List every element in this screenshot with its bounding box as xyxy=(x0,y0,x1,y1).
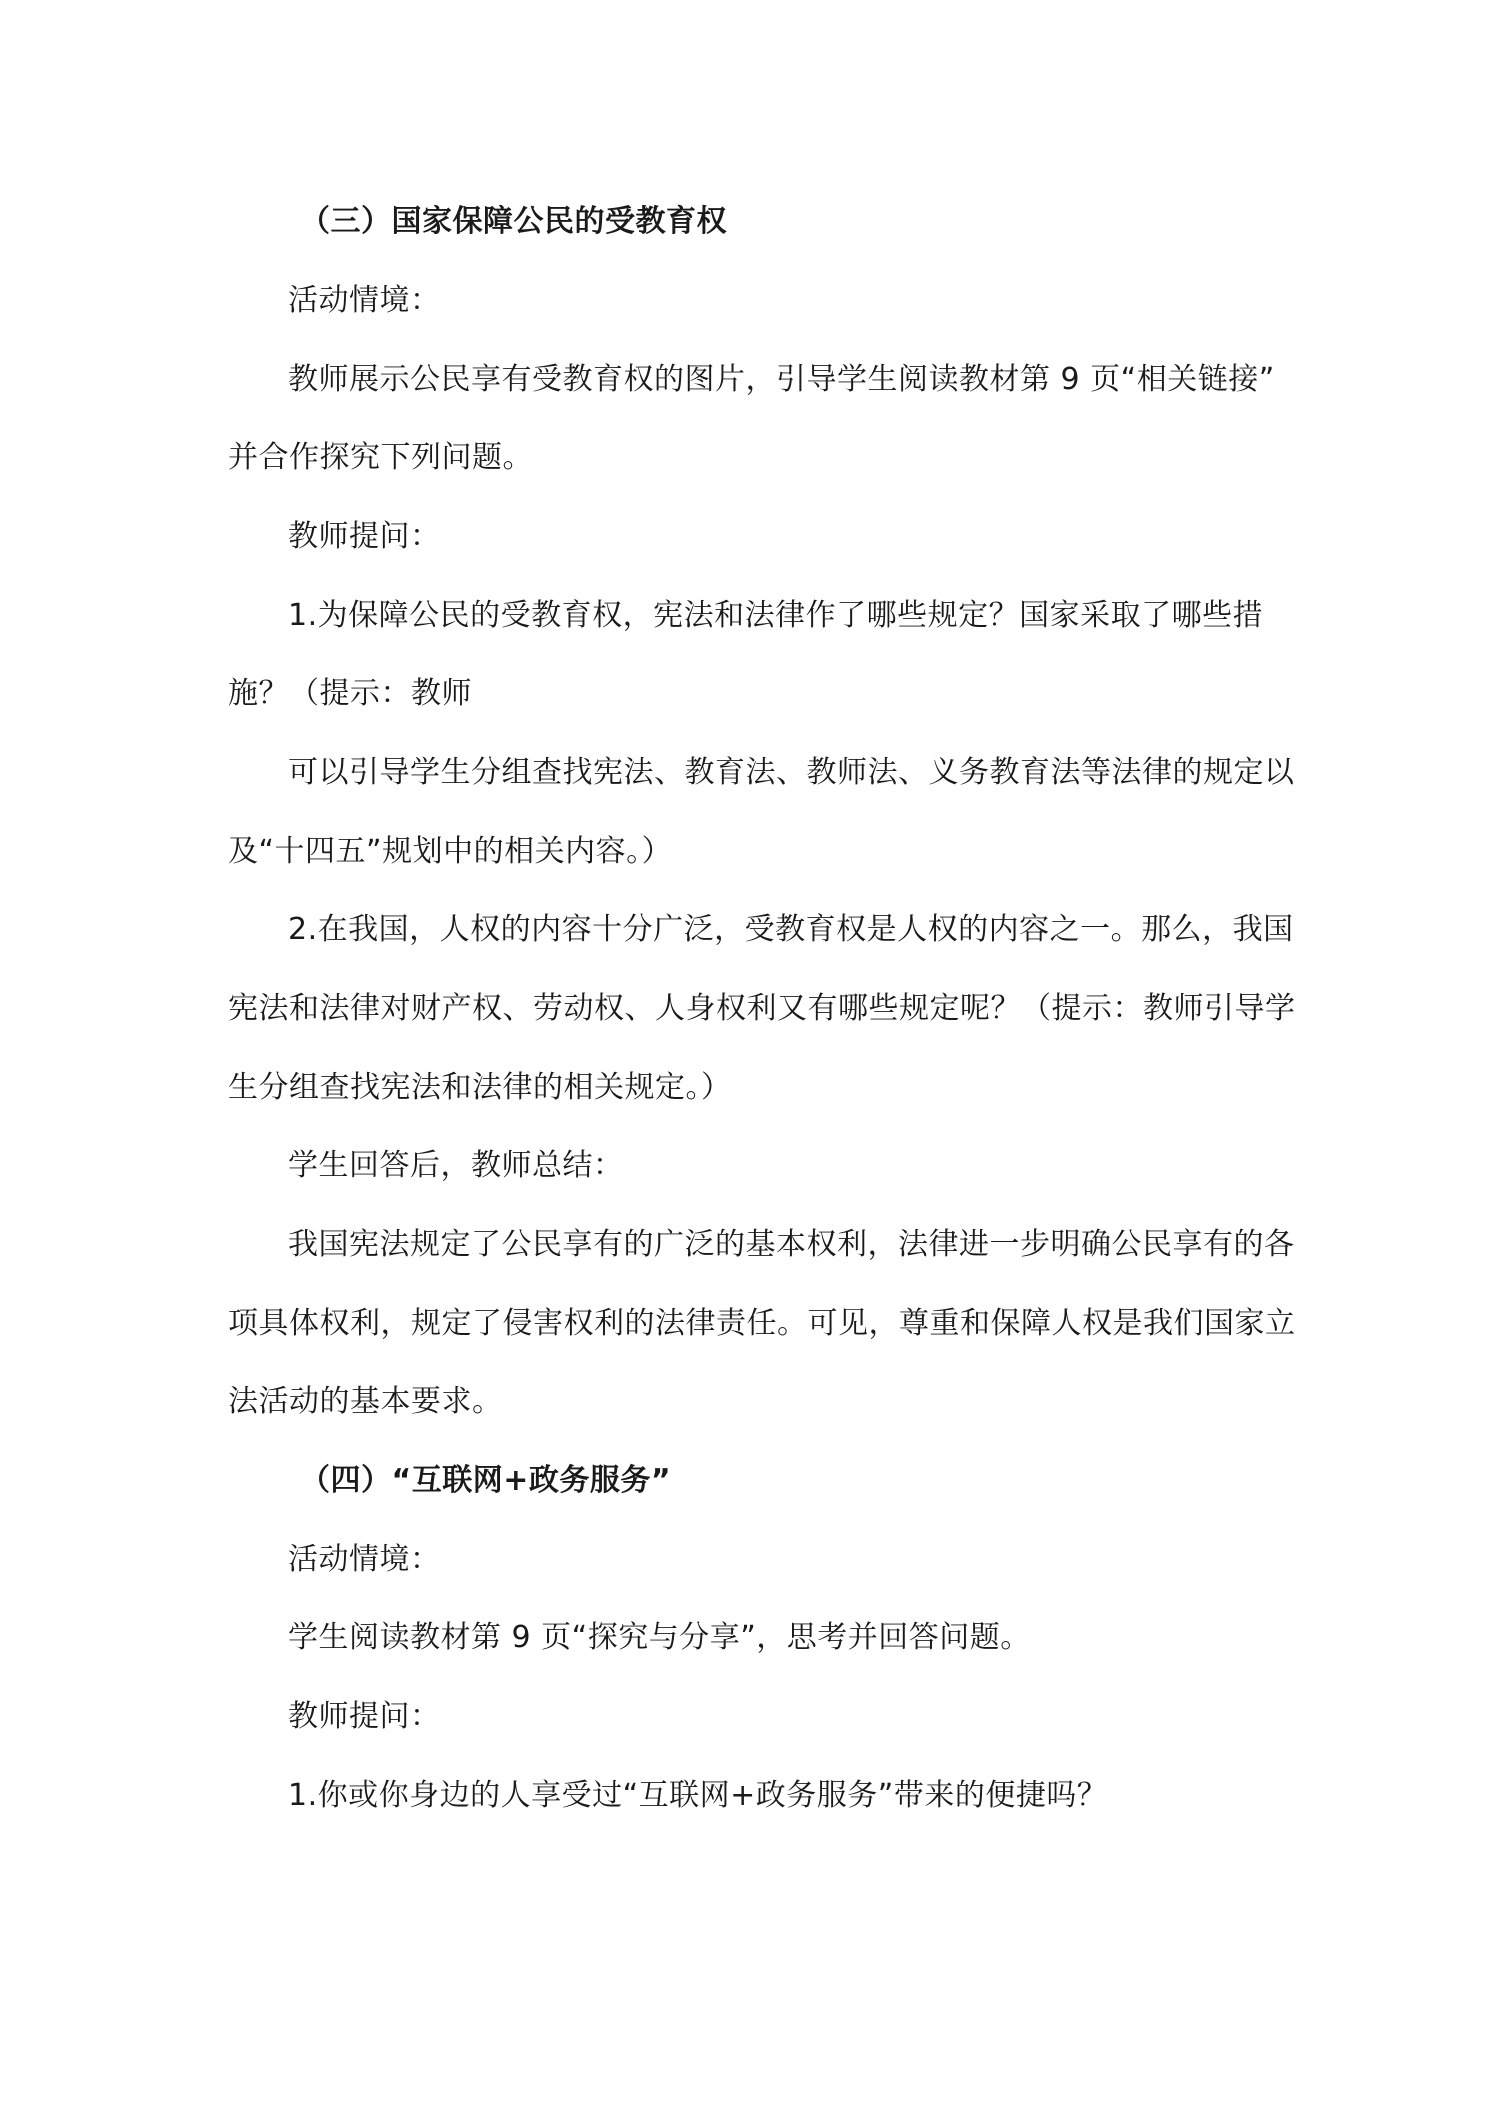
paragraph-line: 学生阅读教材第 9 页“探究与分享”，思考并回答问题。 xyxy=(288,1620,1031,1655)
paragraph-line: 活动情境： xyxy=(288,1542,441,1577)
paragraph-line: 教师提问： xyxy=(288,519,441,554)
paragraph-line: 宪法和法律对财产权、劳动权、人身权利又有哪些规定呢？（提示：教师引导学 xyxy=(228,991,1296,1026)
paragraph-line: 法活动的基本要求。 xyxy=(228,1384,503,1419)
paragraph-line: 可以引导学生分组查找宪法、教育法、教师法、义务教育法等法律的规定以 xyxy=(288,755,1295,790)
paragraph-line: 我国宪法规定了公民享有的广泛的基本权利，法律进一步明确公民享有的各 xyxy=(288,1227,1295,1262)
paragraph-line: 2.在我国，人权的内容十分广泛，受教育权是人权的内容之一。那么，我国 xyxy=(288,912,1294,947)
paragraph-line: 施？（提示：教师 xyxy=(228,676,472,711)
paragraph-line: 生分组查找宪法和法律的相关规定。） xyxy=(228,1070,732,1105)
paragraph-line: 学生回答后，教师总结： xyxy=(288,1148,624,1183)
paragraph-line: 活动情境： xyxy=(288,283,441,318)
paragraph-line: 并合作探究下列问题。 xyxy=(228,440,533,475)
paragraph-line: 1.为保障公民的受教育权，宪法和法律作了哪些规定？国家采取了哪些措 xyxy=(288,598,1264,633)
paragraph-line: 及“十四五”规划中的相关内容。） xyxy=(228,834,673,869)
paragraph-line: 项具体权利，规定了侵害权利的法律责任。可见，尊重和保障人权是我们国家立 xyxy=(228,1306,1296,1341)
paragraph-line: 教师展示公民享有受教育权的图片，引导学生阅读教材第 9 页“相关链接” xyxy=(288,362,1275,397)
paragraph-line: 1.你或你身边的人享受过“互联网+政务服务”带来的便捷吗？ xyxy=(288,1778,1108,1813)
section-heading-4: （四）“互联网+政务服务” xyxy=(300,1463,672,1498)
section-heading-3: （三）国家保障公民的受教育权 xyxy=(300,204,727,239)
paragraph-line: 教师提问： xyxy=(288,1699,441,1734)
